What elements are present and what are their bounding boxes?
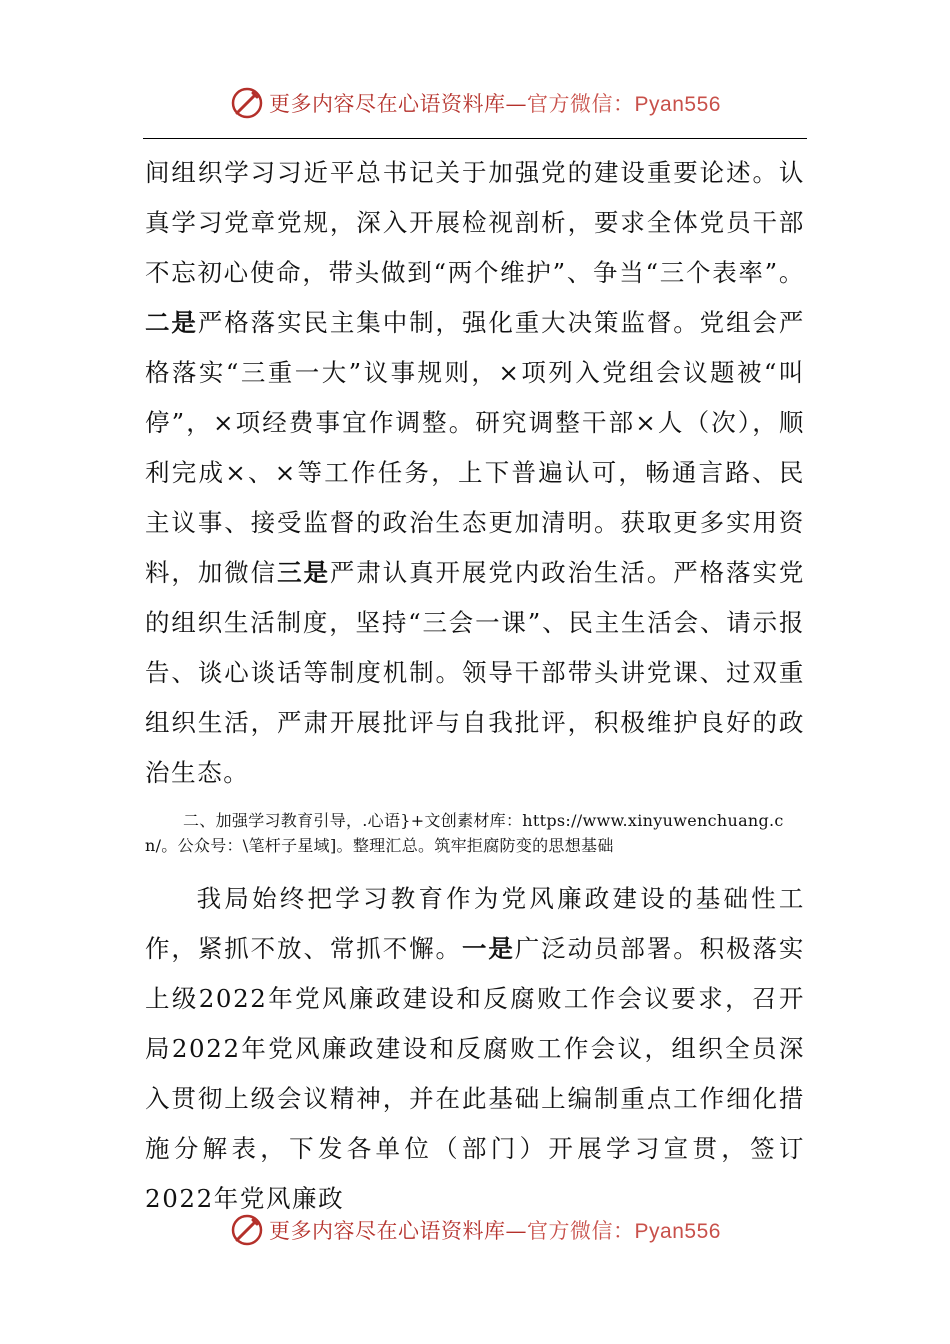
- header-divider: [143, 138, 807, 139]
- document-body: [145, 148, 805, 1224]
- header-banner: [0, 83, 950, 123]
- paragraph-1: 间组织学习习近平总书记关于加强党的建设重要论述。认真学习党章党规，深入开展检视剖析，要求全体党员干部不忘初心使命，带头做到“两个维护”、争当“三个表率”。二是严格落实民主集中制，强化重大决策监督。党组会严格落实“三重一大”议事规则，×项列入党组会议题被“叫停”，×项经费事宜作调整。研究调整干部×人（次），顺利完成×、×等工作任务，上下普遍认可，畅通言路、民主议事、接受监督的政治生态更加清明。获取更多实用资料，加微信三是严肃认真开展党内政治生活。严格落实党的组织生活制度，坚持“三会一课”、民主生活会、请示报告、谈心谈话等制度机制。领导干部带头讲党课、过双重组织生活，严肃开展批评与自我批评，积极维护良好的政治生态。: [145, 158, 805, 787]
- paragraph-2: 我局始终把学习教育作为党风廉政建设的基础性工作，紧抓不放、常抓不懈。一是广泛动员部署。积极落实上级2022年党风廉政建设和反腐败工作会议要求，召开局2022年党风廉政建设和反腐败工作会议，组织全员深入贯彻上级会议精神，并在此基础上编制重点工作细化措施分解表，下发各单位（部门）开展学习宣贯，签订2022年党风廉政: [145, 884, 805, 1213]
- header-banner-text: 更多内容尽在心语资料库—官方微信：Pyan556: [269, 92, 721, 116]
- footer-banner-text: 更多内容尽在心语资料库—官方微信：Pyan556: [269, 1219, 721, 1243]
- pen-logo-icon: [229, 1212, 265, 1248]
- section-heading: 二、加强学习教育引导，.心语}+文创素材库：https://www.xinyuwenchuang.cn/。公众号：\笔杆子星域]。整理汇总。筑牢拒腐防变的思想基础: [145, 811, 784, 855]
- pen-logo-icon: [229, 85, 265, 121]
- footer-banner: [0, 1210, 950, 1250]
